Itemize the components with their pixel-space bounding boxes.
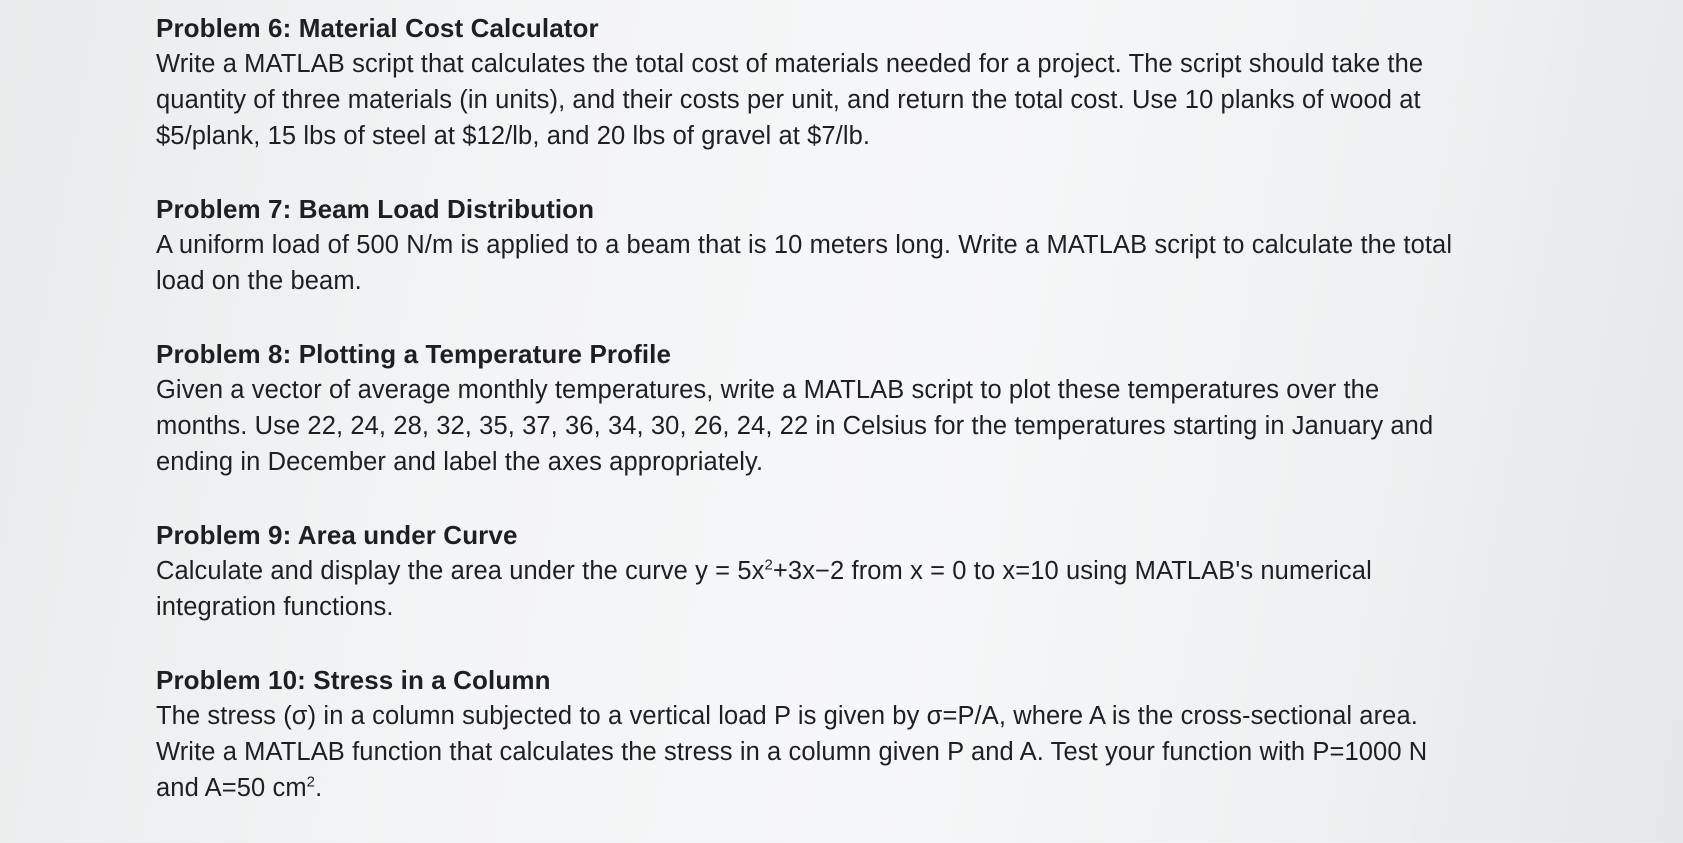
problem-body: Given a vector of average monthly temperatures, write a MATLAB script to plot these temperatures over the months. Use 22, 24, 28, 32, 35, 37, 36, 34, 30, 26, 24, 22 in Celsius for the temperatures starting in January and ending in December and label the axes appropriately. (156, 376, 1434, 476)
problem-10 (156, 662, 1476, 806)
problem-7 (156, 191, 1476, 299)
problem-6 (156, 10, 1476, 154)
problem-8 (156, 336, 1476, 480)
problem-title: Problem 9: Area under Curve (156, 520, 518, 550)
problem-sheet (156, 10, 1476, 843)
body-text: Calculate and display the area under the curve y = 5x (156, 557, 765, 585)
problem-title: Problem 8: Plotting a Temperature Profile (156, 339, 672, 369)
body-text: The stress (σ) in a column subjected to a vertical load P is given by σ=P/A, where A is the cross-sectional area. Write a MATLAB function that calculates the stress in a column given P and A. Test your function with P=1000 N and A=50 cm (156, 702, 1428, 802)
problem-title: Problem 10: Stress in a Column (156, 665, 551, 695)
body-text: +3x−2 from x = 0 to x=10 using MATLAB's numerical integration functions. (156, 557, 1372, 621)
exponent: 2 (764, 556, 773, 574)
problem-body: A uniform load of 500 N/m is applied to a beam that is 10 meters long. Write a MATLAB script to calculate the total load on the beam. (156, 231, 1453, 295)
problem-body (156, 553, 1476, 625)
problem-title: Problem 6: Material Cost Calculator (156, 13, 599, 43)
problem-body (156, 698, 1476, 806)
problem-title: Problem 7: Beam Load Distribution (156, 194, 595, 224)
problem-9 (156, 517, 1476, 625)
exponent: 2 (306, 773, 316, 791)
body-text: . (315, 774, 323, 802)
problem-body: Write a MATLAB script that calculates the total cost of materials needed for a project. The script should take the quantity of three materials (in units), and their costs per unit, and return the total cost. Use 10 planks of wood at $5/plank, 15 lbs of steel at $12/lb, and 20 lbs of gravel at $7/lb. (156, 50, 1424, 150)
